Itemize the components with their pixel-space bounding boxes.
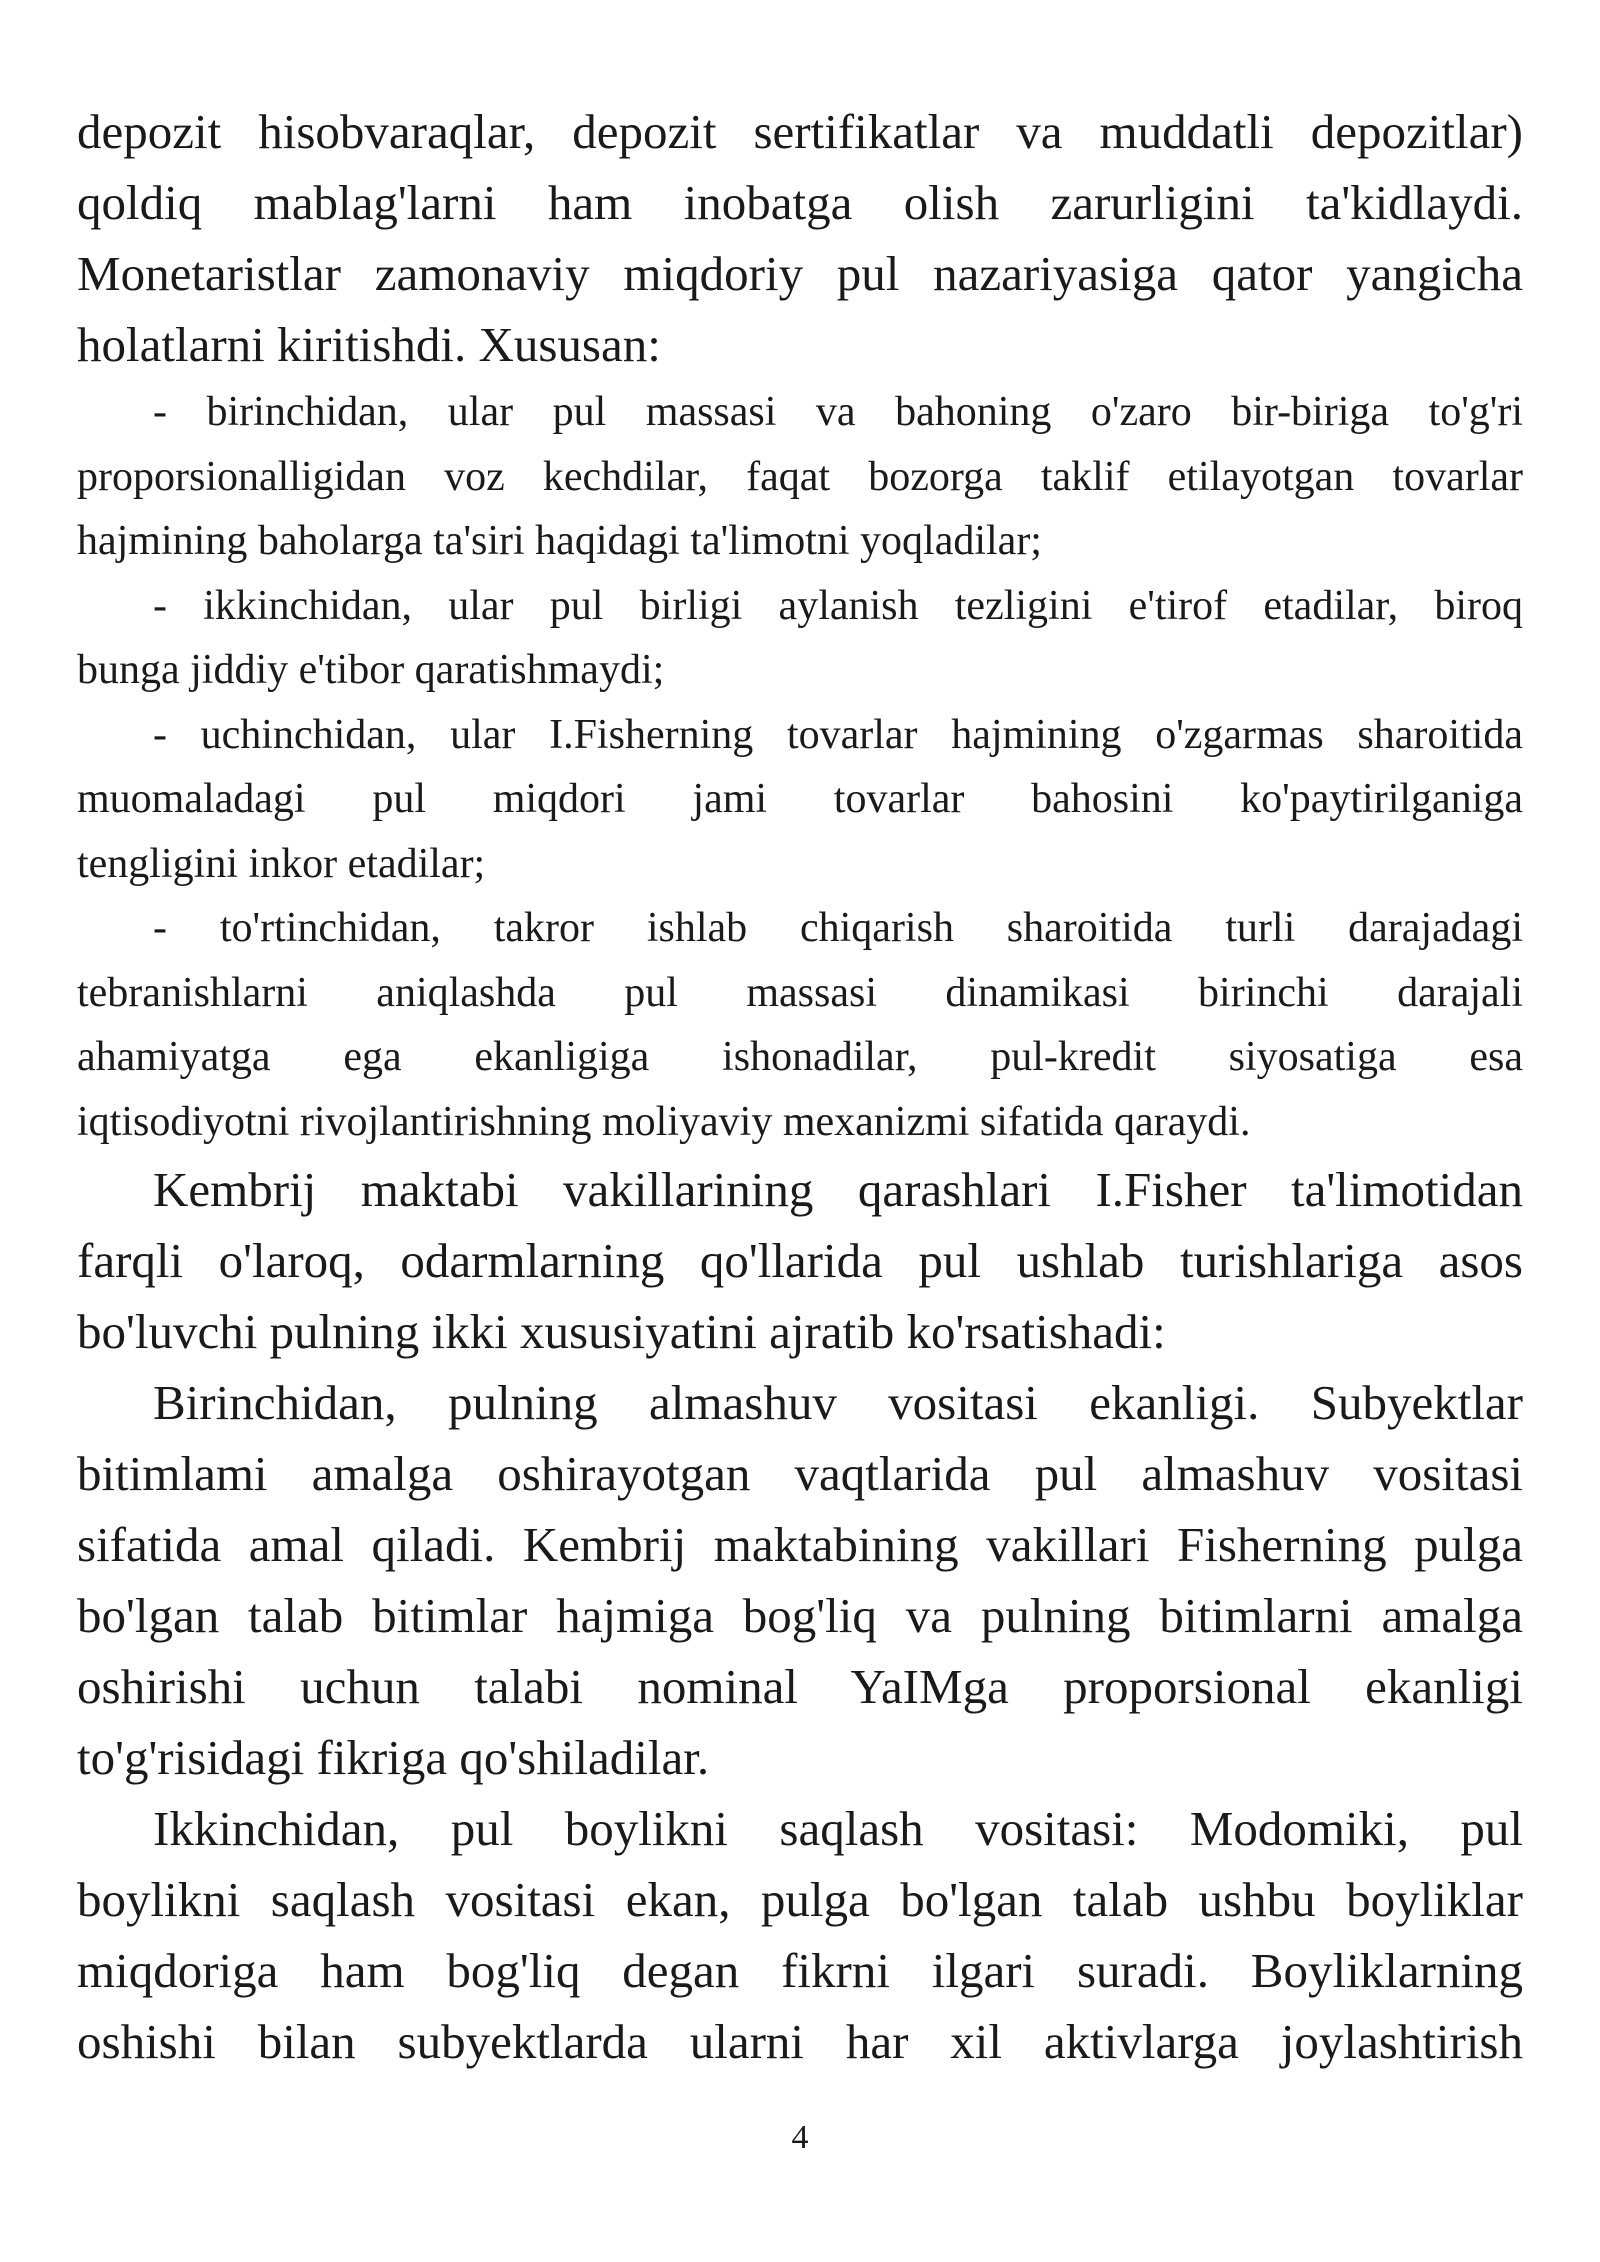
text-line: bo'luvchi pulning ikki xususiyatini ajratib ko'rsatishadi:	[77, 1304, 1166, 1359]
text-line: Birinchidan, pulning almashuv vositasi ekanligi. Subyektlar	[153, 1375, 1523, 1430]
text-line: depozit hisobvaraqlar, depozit sertifikatlar va muddatli depozitlar)	[77, 104, 1523, 159]
text-line: - uchinchidan, ular I.Fisherning tovarlar hajmining o'zgarmas sharoitida	[153, 711, 1523, 758]
text-line: bunga jiddiy e'tibor qaratishmaydi;	[77, 647, 665, 693]
text-line: tebranishlarni aniqlashda pul massasi dinamikasi birinchi darajali	[77, 969, 1523, 1016]
text-line: boylikni saqlash vositasi ekan, pulga bo'lgan talab ushbu boyliklar	[77, 1872, 1523, 1927]
text-line: bo'lgan talab bitimlar hajmiga bog'liq va pulning bitimlarni amalga	[77, 1588, 1523, 1643]
text-line: Monetaristlar zamonaviy miqdoriy pul nazariyasiga qator yangicha	[77, 246, 1523, 301]
text-line: proporsionalligidan voz kechdilar, faqat bozorga taklif etilayotgan tovarlar	[77, 453, 1523, 500]
text-line: - to'rtinchidan, takror ishlab chiqarish sharoitida turli darajadagi	[153, 905, 1523, 951]
paragraph-kembrij	[77, 1154, 1523, 1367]
text-line: oshirishi uchun talabi nominal YaIMga proporsional ekanligi	[77, 1659, 1523, 1714]
text-line: farqli o'laroq, odarmlarning qo'llarida pul ushlab turishlariga asos	[77, 1233, 1523, 1288]
page-body	[77, 96, 1523, 2077]
text-line: holatlarni kiritishdi. Xususan:	[77, 317, 661, 372]
text-line: Kembrij maktabi vakillarining qarashlari I.Fisher ta'limotidan	[153, 1162, 1523, 1217]
text-line: muomaladagi pul miqdori jami tovarlar bahosini ko'paytirilganiga	[77, 776, 1523, 822]
paragraph-ikkinchidan	[77, 1793, 1523, 2077]
text-line: miqdoriga ham bog'liq degan fikrni ilgari suradi. Boyliklarning	[77, 1943, 1523, 1998]
paragraph-intro	[77, 96, 1523, 380]
text-line: to'g'risidagi fikriga qo'shiladilar.	[77, 1730, 710, 1785]
text-line: tengligini inkor etadilar;	[77, 840, 486, 887]
page-number: 4	[791, 2119, 809, 2156]
text-line: ahamiyatga ega ekanligiga ishonadilar, pul-kredit siyosatiga esa	[77, 1034, 1523, 1080]
text-line: - ikkinchidan, ular pul birligi aylanish tezligini e'tirof etadilar, biroq	[153, 582, 1523, 629]
text-line: sifatida amal qiladi. Kembrij maktabining vakillari Fisherning pulga	[77, 1517, 1523, 1572]
list-item-ikkinchidan	[77, 574, 1523, 703]
text-line: Ikkinchidan, pul boylikni saqlash vositasi: Modomiki, pul	[153, 1801, 1523, 1856]
list-item-tortinchidan	[77, 896, 1523, 1154]
text-line: - birinchidan, ular pul massasi va bahoning o'zaro bir-biriga to'g'ri	[153, 389, 1523, 435]
text-line: qoldiq mablag'larni ham inobatga olish zarurligini ta'kidlaydi.	[77, 175, 1523, 230]
text-line: bitimlami amalga oshirayotgan vaqtlarida pul almashuv vositasi	[77, 1446, 1523, 1501]
paragraph-birinchidan	[77, 1367, 1523, 1793]
text-line: oshishi bilan subyektlarda ularni har xil aktivlarga joylashtirish	[77, 2014, 1523, 2069]
text-line: iqtisodiyotni rivojlantirishning moliyaviy mexanizmi sifatida qaraydi.	[77, 1098, 1251, 1145]
list-item-uchinchidan	[77, 703, 1523, 897]
list-item-birinchidan	[77, 380, 1523, 574]
text-line: hajmining baholarga ta'siri haqidagi ta'limotni yoqladilar;	[77, 518, 1042, 564]
